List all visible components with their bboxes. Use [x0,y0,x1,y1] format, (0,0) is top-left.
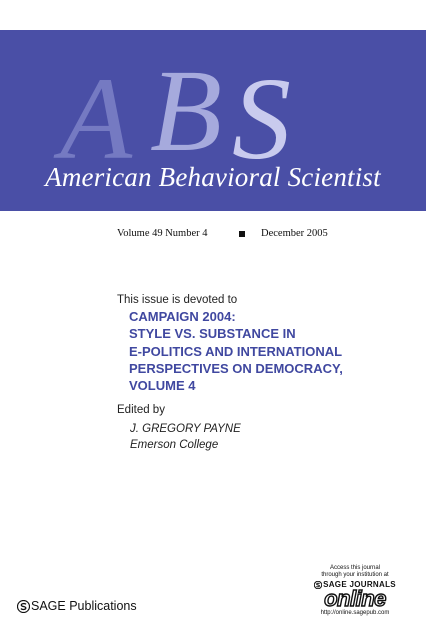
issue-title-line: STYLE VS. SUBSTANCE IN [129,326,296,342]
volume-number: Volume 49 Number 4 [117,228,208,239]
editor-affiliation: Emerson College [130,439,219,451]
editor-block [130,421,241,453]
issue-title-line: CAMPAIGN 2004: [129,309,236,324]
publisher-name: SAGE Publications [31,599,137,613]
abs-logo-letter-s: S [232,53,291,184]
issue-title-line: VOLUME 4 [129,378,196,394]
title-banner [0,30,426,211]
access-text-line: through your institution at [321,572,389,578]
editor-name: J. GREGORY PAYNE [130,423,241,435]
abs-logo-letter-b: B [150,45,223,176]
access-text-line: Access this journal [329,565,381,571]
issue-title [129,308,343,394]
abs-logo-letter-a: A [60,53,133,184]
journal-title: American Behavioral Scientist [45,162,381,192]
sage-journals-text: SAGE JOURNALS [323,580,396,589]
sage-s-icon [314,581,322,589]
issue-date: December 2005 [261,228,328,239]
edited-by-label: Edited by [117,404,165,416]
sage-journals-online-badge[interactable] [300,565,410,617]
issue-title-line: PERSPECTIVES ON DEMOCRACY, [129,360,343,376]
issue-title-line: E-POLITICS AND INTERNATIONAL [129,343,343,359]
title-underline [52,221,370,222]
devoted-label: This issue is devoted to [117,294,238,306]
online-wordmark: online [324,586,386,611]
square-bullet-icon [239,231,245,237]
online-url[interactable]: http://online.sagepub.com [320,610,390,616]
sage-s-icon [17,600,30,613]
publisher-logo [17,599,137,613]
